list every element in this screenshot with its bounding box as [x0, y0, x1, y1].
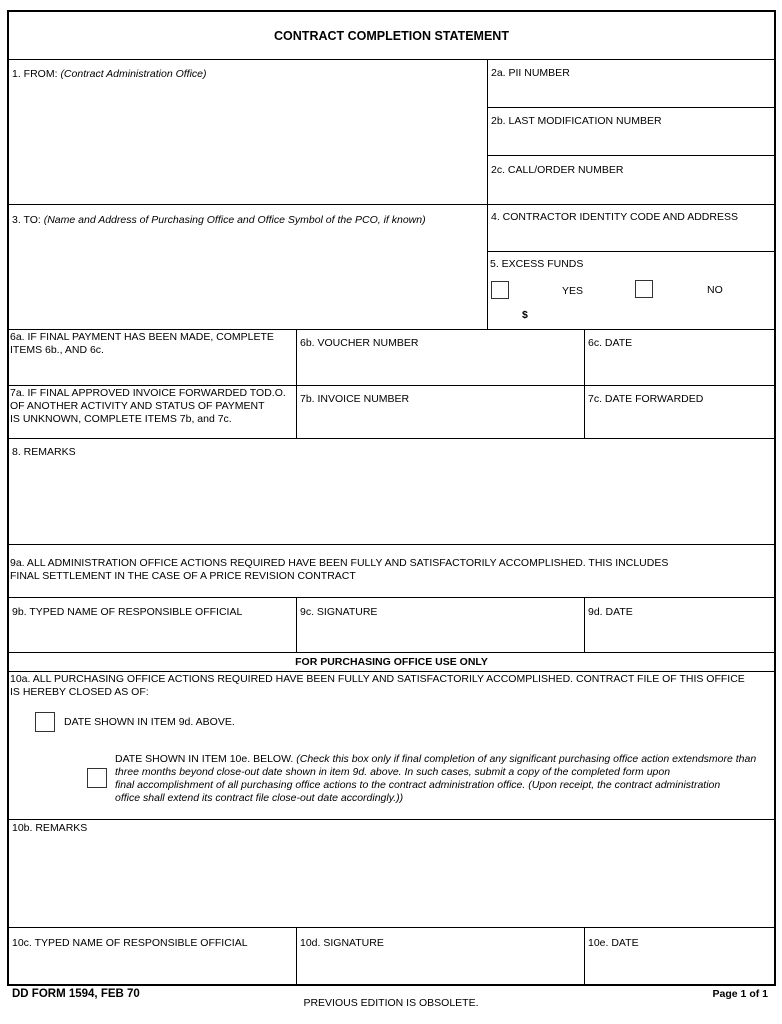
date-item-9d-checkbox[interactable] — [35, 712, 55, 732]
field-remarks[interactable] — [9, 438, 774, 544]
invoice-forwarded-line-2: OF ANOTHER ACTIVITY AND STATUS OF PAYMENT — [10, 400, 265, 412]
invoice-forwarded-instruction — [9, 385, 296, 438]
pii-number-label: 2a. PII NUMBER — [491, 67, 570, 79]
from-label: 1. FROM: — [12, 68, 58, 80]
admin-actions-statement — [9, 544, 774, 597]
signature-label: 9c. SIGNATURE — [300, 606, 378, 618]
payment-date-label: 6c. DATE — [588, 337, 633, 349]
invoice-number-label: 7b. INVOICE NUMBER — [300, 393, 410, 405]
field-voucher-number[interactable] — [296, 329, 584, 385]
field-signature[interactable] — [296, 597, 584, 652]
last-modification-label: 2b. LAST MODIFICATION NUMBER — [491, 115, 662, 127]
field-invoice-number[interactable] — [296, 385, 584, 438]
field-contractor-identity[interactable] — [487, 204, 774, 251]
field-from[interactable] — [9, 59, 487, 204]
purchasing-official-label: 10c. TYPED NAME OF RESPONSIBLE OFFICIAL — [12, 937, 248, 949]
field-purchasing-date[interactable] — [584, 927, 774, 984]
responsible-official-label: 9b. TYPED NAME OF RESPONSIBLE OFFICIAL — [12, 606, 243, 618]
field-purchasing-official-name[interactable] — [9, 927, 296, 984]
remarks-label: 8. REMARKS — [12, 446, 76, 458]
purchasing-actions-line-1: 10a. ALL PURCHASING OFFICE ACTIONS REQUIRED HAVE BEEN FULLY AND SATISFACTORILY ACCOMPLISHED. CONTRACT FILE OF THIS OFFICE — [10, 673, 745, 685]
field-official-date[interactable] — [584, 597, 774, 652]
contract-completion-form — [7, 10, 776, 986]
excess-funds-currency: $ — [522, 309, 528, 321]
excess-funds-label: 5. EXCESS FUNDS — [490, 258, 584, 270]
excess-funds-no-checkbox[interactable] — [635, 280, 653, 298]
field-responsible-official-name[interactable] — [9, 597, 296, 652]
date-item-10e-note-3: final accomplishment of all purchasing office actions to the contract administration office. (Upon receipt, the contract administration — [115, 779, 721, 791]
invoice-forwarded-line-3: IS UNKNOWN, COMPLETE ITEMS 7b, and 7c. — [10, 413, 232, 425]
excess-funds-yes-checkbox[interactable] — [491, 281, 509, 299]
call-order-label: 2c. CALL/ORDER NUMBER — [491, 164, 624, 176]
from-hint: (Contract Administration Office) — [60, 68, 207, 80]
date-item-9d-label: DATE SHOWN IN ITEM 9d. ABOVE. — [64, 716, 235, 728]
excess-funds-no-label: NO — [707, 284, 723, 296]
date-item-10e-note-2: three months beyond close-out date shown in item 9d. above. In such cases, submit a copy of the completed form upon — [115, 766, 671, 778]
purchasing-remarks-label: 10b. REMARKS — [12, 822, 88, 834]
obsolete-notice: PREVIOUS EDITION IS OBSOLETE. — [303, 997, 479, 1009]
date-forwarded-label: 7c. DATE FORWARDED — [588, 393, 704, 405]
field-to[interactable] — [9, 204, 487, 329]
field-payment-date[interactable] — [584, 329, 774, 385]
to-hint: (Name and Address of Purchasing Office and Office Symbol of the PCO, if known) — [43, 214, 426, 226]
field-purchasing-signature[interactable] — [296, 927, 584, 984]
contractor-identity-label: 4. CONTRACTOR IDENTITY CODE AND ADDRESS — [491, 211, 738, 223]
purchasing-office-header — [9, 652, 774, 671]
purchasing-signature-label: 10d. SIGNATURE — [300, 937, 384, 949]
excess-funds-section — [487, 251, 774, 329]
field-purchasing-remarks[interactable] — [9, 819, 774, 927]
field-last-modification-number[interactable] — [487, 107, 774, 155]
admin-actions-line-2: FINAL SETTLEMENT IN THE CASE OF A PRICE REVISION CONTRACT — [10, 570, 356, 582]
final-payment-line-2: ITEMS 6b., AND 6c. — [10, 344, 104, 356]
purchasing-office-header-text: FOR PURCHASING OFFICE USE ONLY — [295, 656, 488, 668]
invoice-forwarded-line-1: 7a. IF FINAL APPROVED INVOICE FORWARDED TOD.O. — [10, 387, 286, 399]
field-call-order-number[interactable] — [487, 155, 774, 204]
final-payment-line-1: 6a. IF FINAL PAYMENT HAS BEEN MADE, COMPLETE — [10, 331, 274, 343]
form-id: DD FORM 1594, FEB 70 — [12, 988, 140, 1000]
to-label: 3. TO: — [12, 214, 41, 226]
official-date-label: 9d. DATE — [588, 606, 633, 618]
purchasing-date-label: 10e. DATE — [588, 937, 639, 949]
date-item-10e-note-1: (Check this box only if final completion of any significant purchasing office action extendsmore than — [296, 753, 757, 765]
date-item-10e-checkbox[interactable] — [87, 768, 107, 788]
date-item-10e-label: DATE SHOWN IN ITEM 10e. BELOW. — [115, 753, 294, 765]
date-item-10e-note-4: office shall extend its contract file close-out date accordingly.)) — [115, 792, 404, 804]
page-number: Page 1 of 1 — [712, 988, 768, 1000]
purchasing-actions-section — [9, 671, 774, 819]
admin-actions-line-1: 9a. ALL ADMINISTRATION OFFICE ACTIONS REQUIRED HAVE BEEN FULLY AND SATISFACTORILY ACCOMPLISHED. THIS INCLUDES — [10, 557, 669, 569]
excess-funds-yes-label: YES — [562, 285, 584, 297]
purchasing-actions-line-2: IS HEREBY CLOSED AS OF: — [10, 686, 149, 698]
form-title: CONTRACT COMPLETION STATEMENT — [274, 29, 509, 43]
voucher-number-label: 6b. VOUCHER NUMBER — [300, 337, 419, 349]
field-pii-number[interactable] — [487, 59, 774, 107]
final-payment-instruction — [9, 329, 296, 385]
field-date-forwarded[interactable] — [584, 385, 774, 438]
